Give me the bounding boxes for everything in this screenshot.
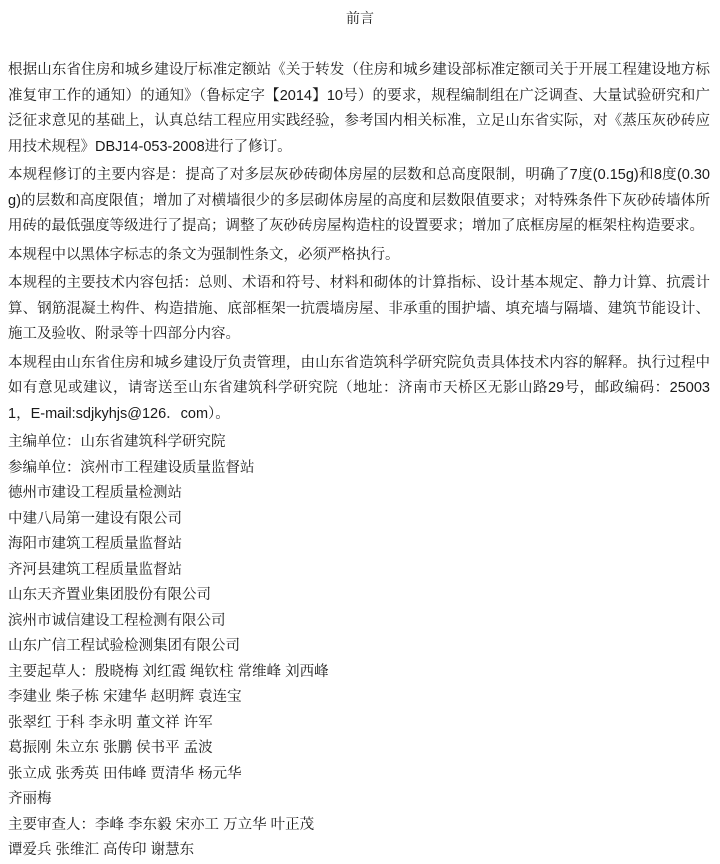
credit-line: 主要审查人：李峰 李东毅 宋亦工 万立华 叶正茂 [8,816,315,833]
credit-line: 谭爱兵 张维汇 高传印 谢慧东 [8,842,195,858]
paragraph-background: 根据山东省住房和城乡建设厅标准定额站《关于转发（住房和城乡建设部标准定额司关于开展工程建设地方标准复审工作的通知）的通知》（鲁标定字【2014】10号）的要求，规程编制组在广泛调查、大量试验研究和广泛征求意见的基础上，认真总结工程应用实践经验，参考国内相关标准，立足山东省实际，对《蒸压灰砂砖应用技术规程》DBJ14-053-2008进行了修订。 [8,62,710,155]
credit-line: 葛振刚 朱立东 张鹏 侯书平 孟波 [8,740,213,756]
credit-line: 主编单位：山东省建筑科学研究院 [8,434,226,450]
page-title: 前言 [346,10,374,26]
paragraph-revision-contents: 本规程修订的主要内容是：提高了对多层灰砂砖砌体房屋的层数和总高度限制，明确了7度(0.15g)和8度(0.30g)的层数和高度限值；增加了对横墙很少的多层砌体房屋的高度和层数限值要求；对特殊条件下灰砂砖墙体所用砖的最低强度等级进行了提高；调整了灰砂砖房屋构造柱的设置要求；增加了底框房屋的框架柱构造要求。 [8,167,710,234]
credit-line: 李建业 柴子栋 宋建华 赵明辉 袁连宝 [8,689,242,705]
credit-line: 山东广信工程试验检测集团有限公司 [8,638,240,654]
credit-line: 中建八局第一建设有限公司 [8,510,182,527]
credit-line: 滨州市诚信建设工程检测有限公司 [8,612,226,629]
credit-line: 德州市建设工程质量检测站 [8,485,182,501]
credit-line: 张翠红 于科 李永明 董文祥 许军 [8,714,213,731]
paragraph-mandatory-clauses: 本规程中以黑体字标志的条文为强制性条文，必须严格执行。 [8,246,400,263]
credit-line: 张立成 张秀英 田伟峰 贾清华 杨元华 [8,765,242,782]
paragraph-administration-contact: 本规程由山东省住房和城乡建设厅负责管理，由山东省造筑科学研究院负责具体技术内容的解释。执行过程中如有意见或建议，请寄送至山东省建筑科学研究院（地址：济南市天桥区无影山路29号，邮政编码：250031，E-mail:sdjkyhjs@126．com）。 [8,354,710,422]
document-body [0,58,720,864]
paragraph-technical-contents: 本规程的主要技术内容包括：总则、术语和符号、材料和砌体的计算指标、设计基本规定、静力计算、抗震计算、钢筋混凝土构件、构造措施、底部框架一抗震墙房屋、非承重的围护墙、填充墙与隔墙、建筑节能设计、施工及验收、附录等十四部分内容。 [8,275,710,342]
credit-line: 参编单位：滨州市工程建设质量监督站 [8,459,255,476]
credit-line: 齐丽梅 [8,791,52,807]
credit-line: 齐河县建筑工程质量监督站 [8,561,182,578]
credit-line: 海阳市建筑工程质量监督站 [8,536,182,552]
credit-line: 山东天齐置业集团股份有限公司 [8,587,211,603]
credit-line: 主要起草人：殷晓梅 刘红霞 绳钦柱 常维峰 刘西峰 [8,663,329,680]
